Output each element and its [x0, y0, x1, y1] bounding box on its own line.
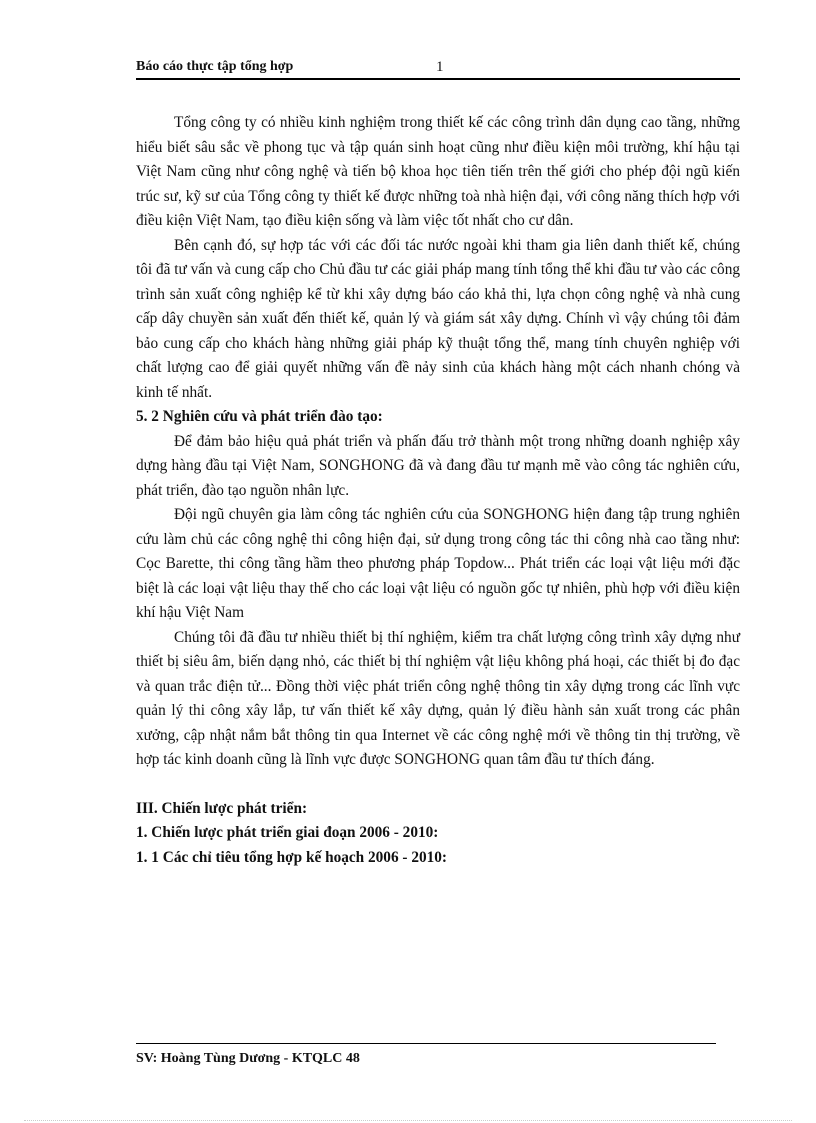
- section-heading-strategy-period: 1. Chiến lược phát triển giai đoạn 2006 - 2010:: [136, 824, 439, 841]
- page-number: 1: [436, 59, 444, 75]
- paragraph-research-team: Đội ngũ chuyên gia làm công tác nghiên cứu của SONGHONG hiện đang tập trung nghiên cứu làm chủ các công nghệ thi công hiện đại, sử dụng trong công tác thi công nhà cao tầng như: Cọc Barette, thi công tầng hầm theo phương pháp Topdow... Phát triển các loại vật liệu mới đặc biệt là các loại vật liệu thay thế cho các loại vật liệu có nguồn gốc tự nhiên, phù hợp với điều kiện khí hậu Việt Nam: [136, 506, 740, 621]
- document-body: [136, 111, 740, 870]
- paragraph-investment: Để đảm bảo hiệu quả phát triển và phấn đấu trở thành một trong những doanh nghiệp xây dựng hàng đầu tại Việt Nam, SONGHONG đã và đang đầu tư mạnh mẽ vào công tác nghiên cứu, phát triển, đào tạo nguồn nhân lực.: [136, 432, 740, 499]
- page-edge-divider: [24, 1120, 792, 1121]
- page-footer: [136, 1043, 716, 1068]
- paragraph-equipment: Chúng tôi đã đầu tư nhiều thiết bị thí nghiệm, kiểm tra chất lượng công trình xây dựng như thiết bị siêu âm, biến dạng nhỏ, các thiết bị thí nghiệm vật liệu không phá hoại, các thiết bị đo đạc và quan trắc điện tử... Đồng thời việc phát triển công nghệ thông tin xây dựng trong các lĩnh vực quản lý thi công xây lắp, tư vấn thiết kế xây dựng, quản lý điều hành sản xuất trong các phân xưởng, cập nhật nắm bắt thông tin qua Internet về các công nghệ mới về thông tin thị trường, về hợp tác kinh doanh cũng là lĩnh vực được SONGHONG quan tâm đầu tư thích đáng.: [136, 628, 740, 768]
- footer-student: SV: Hoàng Tùng Dương - KTQLC 48: [136, 1051, 360, 1066]
- section-heading-research: 5. 2 Nghiên cứu và phát triển đào tạo:: [136, 408, 383, 425]
- paragraph-experience: Tổng công ty có nhiều kinh nghiệm trong thiết kế các công trình dân dụng cao tầng, những hiểu biết sâu sắc về phong tục và tập quán sinh hoạt cũng như điều kiện môi trường, khí hậu tại Việt Nam cũng như công nghệ và tiến bộ khoa học tiên tiến trên thế giới cho phép đội ngũ kiến trúc sư, kỹ sư của Tổng công ty thiết kế được những toà nhà hiện đại, với công năng thích hợp với điều kiện Việt Nam, tạo điều kiện sống và làm việc tốt nhất cho cư dân.: [136, 114, 740, 229]
- section-heading-strategy: III. Chiến lược phát triển:: [136, 799, 308, 817]
- page-header: [136, 58, 740, 80]
- section-heading-targets: 1. 1 Các chỉ tiêu tổng hợp kế hoạch 2006 - 2010:: [136, 848, 448, 866]
- paragraph-cooperation: Bên cạnh đó, sự hợp tác với các đối tác nước ngoài khi tham gia liên danh thiết kế, chúng tôi đã tư vấn và cung cấp cho Chủ đầu tư các giải pháp mang tính tổng thể khi đầu tư vào các công trình sản xuất công nghiệp kể từ khi xây dựng báo cáo khả thi, lựa chọn công nghệ và nhà cung cấp dây chuyền sản xuất đến thiết kế, quản lý và giám sát xây dựng. Chính vì vậy chúng tôi đảm bảo cung cấp cho khách hàng những giải pháp kỹ thuật tổng thể, mang tính chuyên nghiệp với chất lượng cao để giải quyết những vấn đề nảy sinh của khách hàng một cách nhanh chóng và kinh tế nhất.: [136, 236, 740, 401]
- header-title: Báo cáo thực tập tổng hợp: [136, 59, 294, 74]
- section-spacer: [136, 773, 740, 797]
